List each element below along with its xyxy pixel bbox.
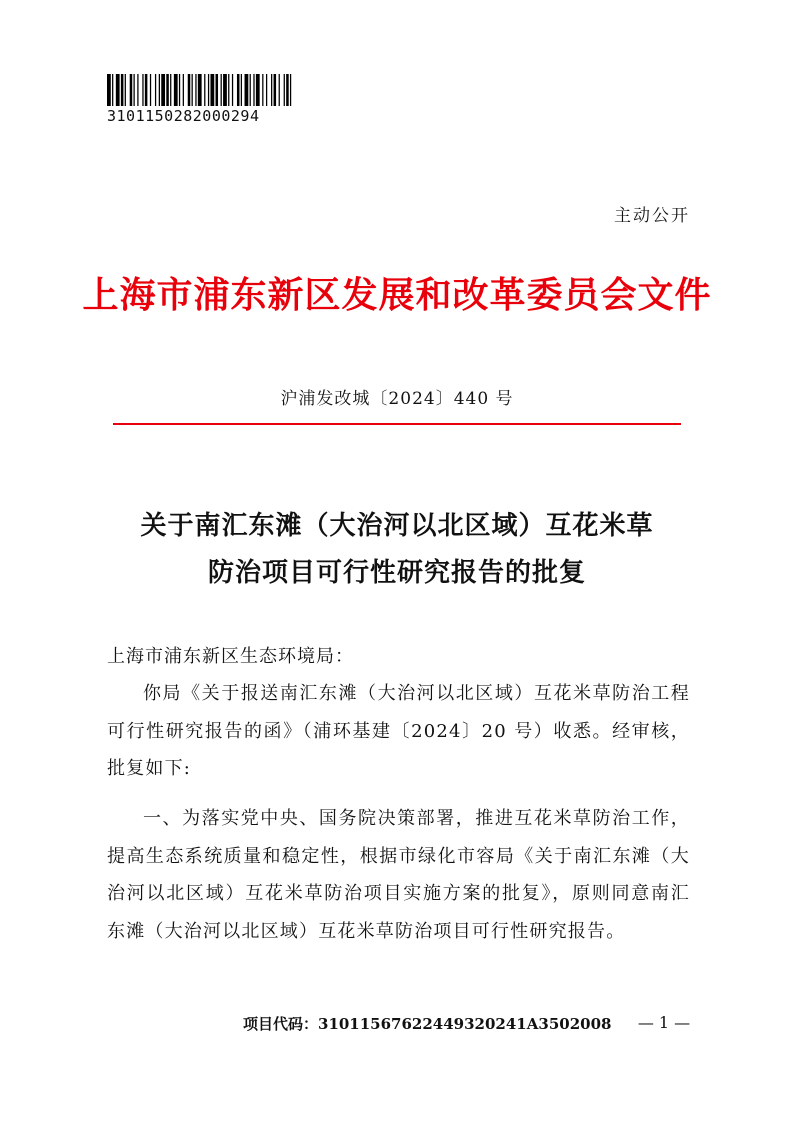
barcode-bar: [137, 74, 138, 106]
document-title-line-1: 关于南汇东滩（大治河以北区域）互花米草: [140, 511, 654, 541]
document-header: 上海市浦东新区发展和改革委员会文件: [82, 274, 712, 316]
barcode-bar: [121, 74, 124, 106]
barcode-bar: [116, 74, 120, 106]
barcode-bar: [159, 74, 160, 106]
barcode-bar: [204, 74, 205, 106]
barcode-bar: [107, 74, 111, 106]
barcode-bar: [284, 74, 285, 106]
barcode-bar: [262, 74, 263, 106]
barcode-bar: [256, 74, 260, 106]
barcode-bar: [253, 74, 254, 106]
barcode-bar: [192, 74, 193, 106]
body-paragraph-1: [107, 675, 690, 788]
barcode-bar: [174, 74, 178, 106]
barcode-bar: [237, 74, 240, 106]
barcode-bar: [145, 74, 148, 106]
barcode-bar: [142, 74, 143, 106]
barcode-bar: [245, 74, 249, 106]
barcode-bar: [232, 74, 233, 106]
barcode-bar: [208, 74, 209, 106]
barcode-bar: [125, 74, 126, 106]
body-paragraph-2: [107, 800, 690, 950]
barcode-bar: [279, 74, 280, 106]
barcode-bar: [228, 74, 229, 106]
barcode-number: 3101150282000294: [107, 107, 260, 125]
red-divider-line: [113, 423, 681, 425]
barcode-bar: [133, 74, 134, 106]
project-code: 项目代码：31011567622449320241A3502008: [243, 1015, 612, 1033]
barcode-bar: [250, 74, 251, 106]
barcode-bar: [155, 74, 156, 106]
paragraph-text: 你局《关于报送南汇东滩（大治河以北区域）互花米草防治工程可行性研究报告的函》（浦环基建〔2024〕20 号）收悉。经审核，批复如下:: [107, 683, 690, 779]
barcode-bar: [150, 74, 151, 106]
barcode-bar: [290, 74, 291, 106]
barcode-bar: [179, 74, 180, 106]
recipient: 上海市浦东新区生态环境局：: [107, 646, 354, 667]
document-number: 沪浦发改城〔2024〕440 号: [280, 389, 514, 409]
barcode-bar: [188, 74, 191, 106]
barcode-bar: [241, 74, 242, 106]
barcode-graphic: [107, 74, 295, 106]
barcode-bar: [161, 74, 165, 106]
barcode-bar: [210, 74, 214, 106]
barcode-bar: [170, 74, 171, 106]
barcode-bar: [221, 74, 222, 106]
barcode-bar: [274, 74, 277, 106]
barcode-bar: [112, 74, 113, 106]
barcode-bar: [223, 74, 227, 106]
barcode-bar: [166, 74, 169, 106]
disclosure-label: 主动公开: [614, 206, 690, 226]
barcode-bar: [271, 74, 272, 106]
barcode-bar: [198, 74, 202, 106]
barcode-bar: [130, 74, 133, 106]
barcode-bar: [216, 74, 219, 106]
barcode-bar: [195, 74, 196, 106]
barcode-bar: [183, 74, 184, 106]
barcode-bar: [266, 74, 267, 106]
barcode-bar: [286, 74, 289, 106]
document-title-line-2: 防治项目可行性研究报告的批复: [207, 558, 586, 588]
paragraph-text: 一、为落实党中央、国务院决策部署，推进互花米草防治工作，提高生态系统质量和稳定性，根据市绿化市容局《关于南汇东滩（大治河以北区域）互花米草防治项目实施方案的批复》，原则同意南汇东滩（大治河以北区域）互花米草防治项目可行性研究报告。: [107, 808, 690, 942]
page-number: — 1 —: [637, 1013, 691, 1032]
